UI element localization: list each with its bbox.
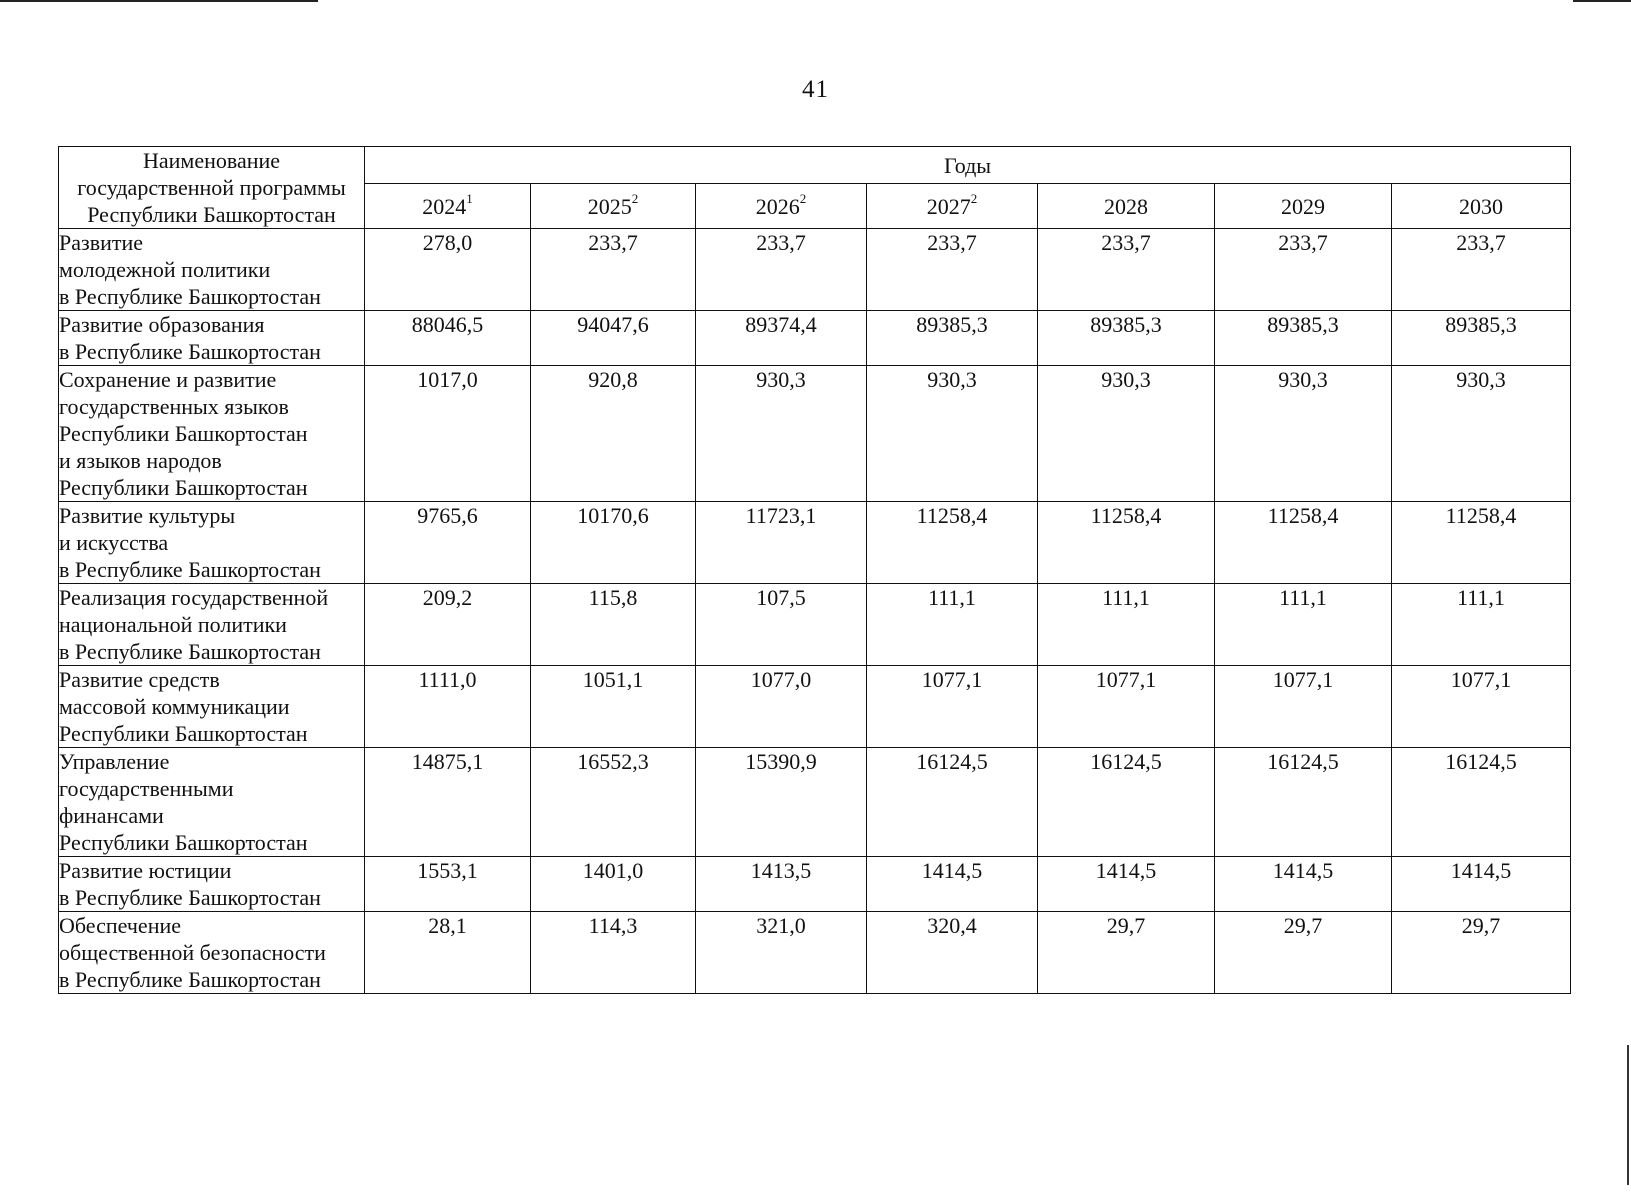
value-cell-2026: 930,3	[696, 366, 867, 502]
year-label: 2025	[587, 193, 632, 219]
value-cell-2028: 233,7	[1038, 229, 1215, 311]
year-header-2028	[1038, 184, 1215, 229]
value-cell-2026: 107,5	[696, 584, 867, 666]
value-cell-2024: 28,1	[365, 912, 531, 994]
value-cell-2027: 930,3	[867, 366, 1038, 502]
value-cell-2027: 233,7	[867, 229, 1038, 311]
years-header: Годы	[365, 147, 1571, 184]
program-name-line: Развитие образования	[59, 312, 265, 337]
value-cell-2029: 930,3	[1215, 366, 1392, 502]
value-cell-2025: 1401,0	[531, 857, 696, 912]
table-row	[59, 666, 1571, 748]
value-cell-2029: 16124,5	[1215, 748, 1392, 857]
value-cell-2024: 9765,6	[365, 502, 531, 584]
value-cell-2028: 29,7	[1038, 912, 1215, 994]
value-cell-2027: 11258,4	[867, 502, 1038, 584]
value-cell-2027: 1077,1	[867, 666, 1038, 748]
program-name-line: в Республике Башкортостан	[59, 967, 321, 992]
year-header-2025	[531, 184, 696, 229]
table-header	[59, 147, 1571, 229]
value-cell-2030: 1077,1	[1392, 666, 1571, 748]
table-row	[59, 311, 1571, 366]
program-name-line: и искусства	[59, 530, 169, 555]
program-name-line: Развитие юстиции	[59, 858, 232, 883]
value-cell-2030: 11258,4	[1392, 502, 1571, 584]
value-cell-2024: 278,0	[365, 229, 531, 311]
program-name-line: в Республике Башкортостан	[59, 639, 321, 664]
year-header-2029	[1215, 184, 1392, 229]
value-cell-2028: 1414,5	[1038, 857, 1215, 912]
program-name-line: и языков народов	[59, 448, 222, 473]
program-name-line: Обеспечение	[59, 913, 181, 938]
program-name-line: общественной безопасности	[59, 940, 326, 965]
value-cell-2025: 10170,6	[531, 502, 696, 584]
program-name-cell	[59, 748, 365, 857]
footnote-marker: 2	[631, 191, 639, 207]
value-cell-2030: 16124,5	[1392, 748, 1571, 857]
value-cell-2024: 1111,0	[365, 666, 531, 748]
value-cell-2025: 16552,3	[531, 748, 696, 857]
value-cell-2029: 1414,5	[1215, 857, 1392, 912]
year-label: 2030	[1459, 193, 1503, 219]
program-name-line: Республики Башкортостан	[59, 421, 308, 446]
value-cell-2029: 89385,3	[1215, 311, 1392, 366]
footnote-marker: 1	[466, 191, 473, 207]
value-cell-2025: 114,3	[531, 912, 696, 994]
scan-edge-top-right	[1573, 0, 1631, 2]
program-name-line: национальной политики	[59, 612, 287, 637]
value-cell-2029: 11258,4	[1215, 502, 1392, 584]
value-cell-2030: 29,7	[1392, 912, 1571, 994]
program-name-line: Развитие культуры	[59, 503, 236, 528]
value-cell-2030: 1414,5	[1392, 857, 1571, 912]
value-cell-2024: 209,2	[365, 584, 531, 666]
value-cell-2026: 233,7	[696, 229, 867, 311]
program-name-line: Управление	[59, 749, 170, 774]
value-cell-2026: 321,0	[696, 912, 867, 994]
table-row	[59, 229, 1571, 311]
value-cell-2025: 94047,6	[531, 311, 696, 366]
value-cell-2024: 14875,1	[365, 748, 531, 857]
program-name-line: Развитие	[59, 230, 144, 255]
value-cell-2029: 1077,1	[1215, 666, 1392, 748]
value-cell-2024: 1553,1	[365, 857, 531, 912]
program-name-line: государственных языков	[59, 394, 289, 419]
value-cell-2024: 88046,5	[365, 311, 531, 366]
scan-edge-top-left	[0, 0, 318, 2]
value-cell-2026: 15390,9	[696, 748, 867, 857]
header-row-years	[59, 147, 1571, 184]
value-cell-2028: 16124,5	[1038, 748, 1215, 857]
program-name-cell	[59, 666, 365, 748]
value-cell-2026: 11723,1	[696, 502, 867, 584]
table-body	[59, 229, 1571, 994]
page-number: 41	[802, 76, 829, 103]
value-cell-2029: 233,7	[1215, 229, 1392, 311]
value-cell-2028: 111,1	[1038, 584, 1215, 666]
value-cell-2024: 1017,0	[365, 366, 531, 502]
value-cell-2030: 111,1	[1392, 584, 1571, 666]
year-label: 2028	[1104, 193, 1148, 219]
program-name-cell	[59, 366, 365, 502]
value-cell-2027: 1414,5	[867, 857, 1038, 912]
value-cell-2025: 233,7	[531, 229, 696, 311]
year-label: 2024	[422, 193, 467, 219]
year-header-2026	[696, 184, 867, 229]
year-header-2024	[365, 184, 531, 229]
value-cell-2025: 115,8	[531, 584, 696, 666]
program-name-line: Развитие средств	[59, 667, 220, 692]
value-cell-2029: 111,1	[1215, 584, 1392, 666]
program-name-line: массовой коммуникации	[59, 694, 290, 719]
program-name-line: Республики Башкортостан	[59, 475, 308, 500]
program-name-cell	[59, 857, 365, 912]
value-cell-2028: 89385,3	[1038, 311, 1215, 366]
program-name-header-line: Наименование	[142, 148, 281, 173]
value-cell-2026: 1077,0	[696, 666, 867, 748]
program-name-cell	[59, 912, 365, 994]
value-cell-2028: 11258,4	[1038, 502, 1215, 584]
table-row	[59, 748, 1571, 857]
year-label: 2029	[1281, 193, 1325, 219]
value-cell-2027: 320,4	[867, 912, 1038, 994]
year-label: 2026	[755, 193, 800, 219]
value-cell-2028: 1077,1	[1038, 666, 1215, 748]
program-name-line: Реализация государственной	[59, 585, 329, 610]
value-cell-2027: 16124,5	[867, 748, 1038, 857]
table-row	[59, 366, 1571, 502]
table-row	[59, 857, 1571, 912]
program-name-cell	[59, 502, 365, 584]
footnote-marker: 2	[970, 191, 978, 207]
program-name-line: в Республике Башкортостан	[59, 557, 321, 582]
value-cell-2026: 89374,4	[696, 311, 867, 366]
table-row	[59, 502, 1571, 584]
program-name-header	[59, 147, 365, 229]
program-name-header-line: Республики Башкортостан	[87, 202, 336, 227]
value-cell-2027: 89385,3	[867, 311, 1038, 366]
program-name-line: молодежной политики	[59, 257, 271, 282]
value-cell-2026: 1413,5	[696, 857, 867, 912]
value-cell-2030: 930,3	[1392, 366, 1571, 502]
scan-edge-right	[1627, 1045, 1629, 1185]
program-name-line: в Республике Башкортостан	[59, 284, 321, 309]
footnote-marker: 2	[799, 191, 807, 207]
budget-table	[58, 146, 1571, 994]
program-name-cell	[59, 584, 365, 666]
year-header-2030	[1392, 184, 1571, 229]
value-cell-2025: 920,8	[531, 366, 696, 502]
program-name-line: государственными	[59, 776, 234, 801]
value-cell-2029: 29,7	[1215, 912, 1392, 994]
value-cell-2027: 111,1	[867, 584, 1038, 666]
program-name-line: Республики Башкортостан	[59, 830, 308, 855]
table-row	[59, 912, 1571, 994]
value-cell-2028: 930,3	[1038, 366, 1215, 502]
table-row	[59, 584, 1571, 666]
value-cell-2030: 89385,3	[1392, 311, 1571, 366]
year-label: 2027	[926, 193, 971, 219]
program-name-cell	[59, 311, 365, 366]
year-header-2027	[867, 184, 1038, 229]
program-name-header-line: государственной программы	[77, 175, 346, 200]
value-cell-2025: 1051,1	[531, 666, 696, 748]
program-name-line: Республики Башкортостан	[59, 721, 308, 746]
program-name-line: финансами	[59, 803, 164, 828]
program-name-line: в Республике Башкортостан	[59, 885, 321, 910]
value-cell-2030: 233,7	[1392, 229, 1571, 311]
program-name-line: Сохранение и развитие	[59, 367, 277, 392]
program-name-cell	[59, 229, 365, 311]
program-name-line: в Республике Башкортостан	[59, 339, 321, 364]
